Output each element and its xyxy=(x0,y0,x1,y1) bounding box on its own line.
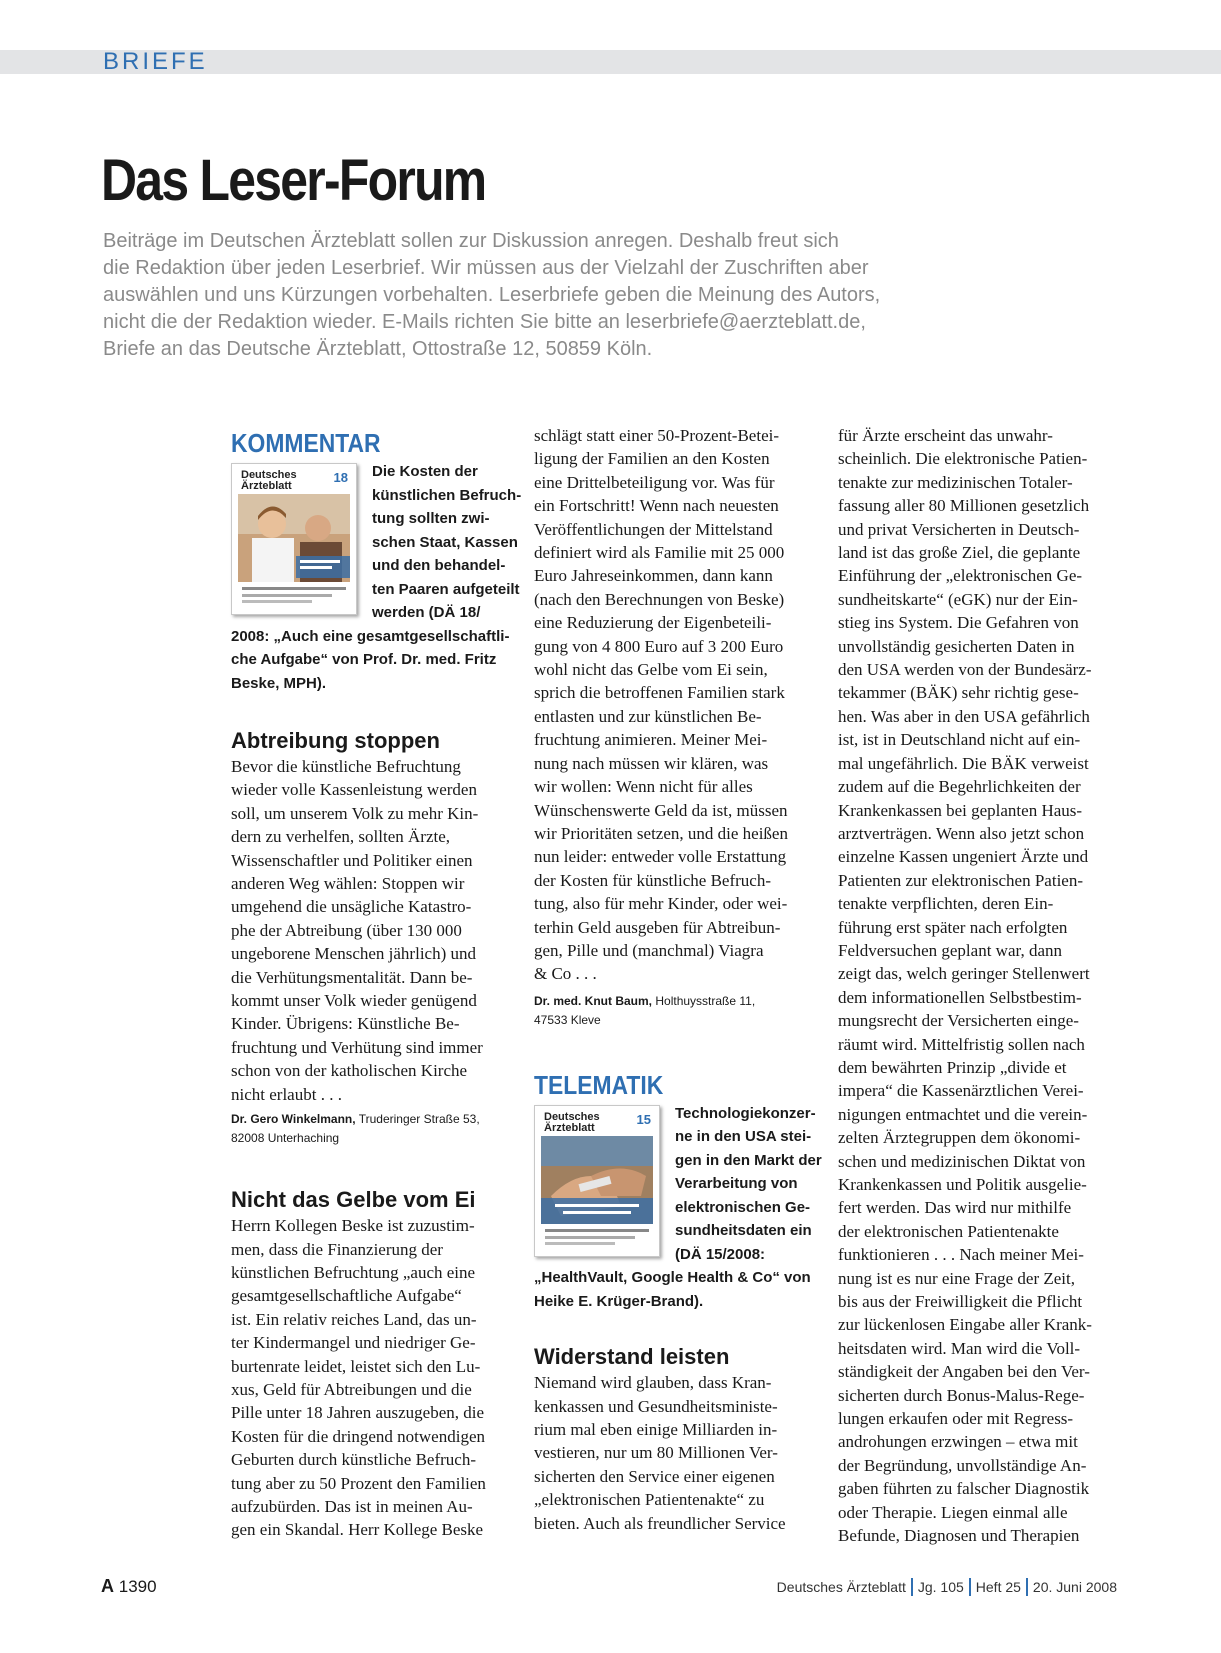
cover-photo-doctors xyxy=(238,494,350,582)
letter-heading-abtreibung: Abtreibung stoppen xyxy=(231,728,440,753)
text-line: fruchtung animieren. Meiner Mei- xyxy=(534,730,768,750)
text-line: kommt unser Volk wieder genügend xyxy=(231,991,477,1011)
cover-caption-line xyxy=(545,1229,649,1232)
text-line: Verarbeitung von xyxy=(675,1175,798,1193)
letter-body-widerstand xyxy=(534,1371,814,1535)
text-line: bis aus der Freiwilligkeit die Pflicht xyxy=(838,1292,1083,1312)
text-line: elektronischen Ge- xyxy=(675,1198,811,1216)
text-line: auswählen und uns Kürzungen vorbehalten. Leserbriefe geben die Meinung des Autors, xyxy=(103,284,881,306)
text-line: Bevor die künstliche Befruchtung xyxy=(231,757,461,776)
text-line: der Kosten für künstliche Befruch- xyxy=(534,870,771,890)
column-2 xyxy=(534,424,822,1535)
text-line: & Co . . . xyxy=(534,964,597,984)
text-line: nicht die der Redaktion wieder. E-Mails richten Sie bitte an leserbriefe@aerzteblatt.de, xyxy=(103,311,866,333)
text-line: künstlichen Befruch- xyxy=(372,486,522,504)
text-line: umgehend die unsägliche Katastro- xyxy=(231,897,472,917)
journal-date: 20. Juni 2008 xyxy=(1032,1579,1117,1595)
text-line: werden (DÄ 18/ xyxy=(372,604,481,621)
text-line: ungeborene Menschen jährlich) und xyxy=(231,944,476,964)
text-line: die Verhütungsmentalität. Dann be- xyxy=(231,967,473,987)
footer-separator xyxy=(911,1578,913,1596)
text-line: unvollständig gesicherten Daten in xyxy=(838,636,1075,656)
cover-photo-hands xyxy=(541,1136,653,1224)
text-line: nung nach müssen wir klären, was xyxy=(534,753,769,773)
text-line: land ist das große Ziel, die geplante xyxy=(838,543,1081,563)
text-line: Herrn Kollegen Beske ist zuzustim- xyxy=(231,1216,475,1236)
column-3 xyxy=(838,424,1118,1548)
magazine-cover-15 xyxy=(534,1105,660,1257)
text-line: wir Prioritäten setzen, und die heißen xyxy=(534,823,788,843)
text-line: sprich die betroffenen Familien stark xyxy=(534,683,785,703)
text-line: Veröffentlichungen der Mittelstand xyxy=(534,519,773,539)
text-line: fruchtung und Verhütung sind immer xyxy=(231,1037,483,1057)
text-line: anderen Weg wählen: Stoppen wir xyxy=(231,874,465,894)
text-line: lungen erkaufen oder mit Regress- xyxy=(838,1409,1074,1429)
text-line: sundheitskarte“ (eGK) nur der Ein- xyxy=(838,589,1078,609)
text-line: dem bewährten Prinzip „divide et xyxy=(838,1057,1067,1077)
intro-paragraph xyxy=(103,228,1023,363)
text-line: mal ungefährlich. Die BÄK verweist xyxy=(838,753,1089,773)
footer-separator xyxy=(1026,1578,1028,1596)
text-line: gung von 4 800 Euro auf 3 200 Euro xyxy=(534,636,784,656)
text-line: eine Reduzierung der Eigenbeteili- xyxy=(534,613,772,633)
page-title: Das Leser-Forum xyxy=(101,148,486,213)
cover-issue-number: 18 xyxy=(333,470,348,485)
journal-volume: Jg. 105 xyxy=(917,1579,964,1595)
text-line: ist, ist in Deutschland nicht auf ein- xyxy=(838,730,1081,750)
cover-title: Deutsches Ärzteblatt xyxy=(241,469,297,492)
text-line: räumt wird. Mittelfristig sollen nach xyxy=(838,1034,1085,1054)
text-line: Briefe an das Deutsche Ärzteblatt, Ottostraße 12, 50859 Köln. xyxy=(103,338,653,360)
text-line: nung ist es nur eine Frage der Zeit, xyxy=(838,1268,1075,1288)
text-line: soll, um unserem Volk zu mehr Kin- xyxy=(231,803,479,823)
cover-caption-line xyxy=(242,594,332,597)
text-line: Feldversuchen geplant war, dann xyxy=(838,940,1063,960)
letter-body-gelbe-vom-ei-continued xyxy=(534,424,814,986)
text-line: nicht erlaubt . . . xyxy=(231,1084,342,1104)
text-line: funktionieren . . . Nach meiner Mei- xyxy=(838,1245,1084,1265)
text-line: und den behandel- xyxy=(372,557,506,574)
text-line: Niemand wird glauben, dass Kran- xyxy=(534,1373,772,1393)
text-line: dern zu verhelfen, sollten Ärzte, xyxy=(231,827,451,847)
text-line: der Begründung, unvollständige An- xyxy=(838,1455,1087,1475)
text-line: rium mal eben einige Milliarden in- xyxy=(534,1420,778,1440)
text-line: zur lückenlosen Eingabe aller Krank- xyxy=(838,1315,1092,1335)
text-line: kenkassen und Gesundheitsministe- xyxy=(534,1396,778,1416)
letter-heading-widerstand: Widerstand leisten xyxy=(534,1344,730,1370)
text-line: ein Fortschritt! Wenn nach neuesten xyxy=(534,496,779,516)
text-line: gaben führten zu falscher Diagnostik xyxy=(838,1479,1090,1499)
text-line: „HealthVault, Google Health & Co“ von xyxy=(534,1269,811,1287)
text-line: xus, Geld für Abtreibungen und die xyxy=(231,1379,472,1399)
letter-body-widerstand-continued xyxy=(838,424,1118,1548)
text-line: ter Kindermangel und niedriger Ge- xyxy=(231,1333,476,1353)
text-line: Beiträge im Deutschen Ärzteblatt sollen zur Diskussion anregen. Deshalb freut sich xyxy=(103,230,839,252)
telematik-kicker: TELEMATIK xyxy=(534,1069,664,1100)
text-line: Heike E. Krüger-Brand). xyxy=(534,1292,704,1310)
text-line: hen. Was aber in den USA gefährlich xyxy=(838,706,1090,726)
text-line: ten Paaren aufgeteilt xyxy=(372,580,520,598)
text-line: Technologiekonzer- xyxy=(675,1104,816,1122)
text-line: Krankenkassen bei geplanten Haus- xyxy=(838,800,1083,820)
text-line: Geburten durch künstliche Befruch- xyxy=(231,1450,476,1470)
text-line: androhungen erzwingen – etwa mit xyxy=(838,1432,1078,1452)
text-line: che Aufgabe“ von Prof. Dr. med. Fritz xyxy=(231,651,497,668)
text-line: schen Staat, Kassen xyxy=(372,533,518,551)
text-line: der elektronischen Patientenakte xyxy=(838,1221,1059,1241)
text-line: ist. Ein relativ reiches Land, das un- xyxy=(231,1309,477,1329)
letter-body-gelbe-vom-ei xyxy=(231,1214,511,1542)
text-line: fert werden. Das wird nur mithilfe xyxy=(838,1198,1072,1218)
text-line: und privat Versicherten in Deutsch- xyxy=(838,519,1080,539)
text-line: (DÄ 15/2008: xyxy=(675,1245,766,1263)
text-line: wohl nicht das Gelbe vom Ei sein, xyxy=(534,660,768,680)
text-line: gen ein Skandal. Herr Kollege Beske xyxy=(231,1520,484,1540)
text-line: Patienten zur elektronischen Patien- xyxy=(838,870,1083,890)
text-line: künstlichen Befruchtung „auch eine xyxy=(231,1262,476,1282)
text-line: zelten Ärztegruppen dem ökonomi- xyxy=(838,1128,1081,1148)
cover-issue-number: 15 xyxy=(636,1111,651,1127)
text-line: oder Therapie. Liegen einmal alle xyxy=(838,1502,1068,1522)
text-line: einzelne Kassen ungeniert Ärzte und xyxy=(838,847,1089,867)
kommentar-kicker: KOMMENTAR xyxy=(231,428,381,458)
text-line: mungsrecht der Versicherten einge- xyxy=(838,1011,1079,1031)
text-line: die Redaktion über jeden Leserbrief. Wir müssen aus der Vielzahl der Zuschriften aber xyxy=(103,257,869,279)
page-folio: A 1390 xyxy=(101,1576,157,1596)
text-line: sicherten den Service einer eigenen xyxy=(534,1466,775,1486)
text-line: gen in den Markt der xyxy=(675,1151,822,1169)
text-line: fassung aller 80 Millionen gesetzlich xyxy=(838,496,1090,516)
section-label: BRIEFE xyxy=(103,48,208,75)
text-line: Wünschenswerte Geld da ist, müssen xyxy=(534,800,788,820)
text-line: tung aber zu 50 Prozent den Familien xyxy=(231,1473,486,1493)
text-line: nun leider: entweder volle Erstattung xyxy=(534,847,787,867)
journal-issue: Heft 25 xyxy=(975,1579,1021,1595)
text-line: Krankenkassen und Politik ausgelie- xyxy=(838,1175,1087,1194)
letter-body-abtreibung xyxy=(231,755,511,1106)
text-line: zudem auf die Begehrlichkeiten der xyxy=(838,777,1081,797)
text-line: burtenrate leidet, leistet sich den Lu- xyxy=(231,1356,481,1376)
letter-signature: Dr. Gero Winkelmann, Truderinger Straße 53, 82008 Unterhaching xyxy=(231,1112,480,1146)
text-line: führung erst später nach erfolgten xyxy=(838,917,1068,937)
letter-heading-gelbe-vom-ei: Nicht das Gelbe vom Ei xyxy=(231,1187,476,1213)
text-line: ligung der Familien an den Kosten xyxy=(534,449,770,469)
text-line: schon von der katholischen Kirche xyxy=(231,1061,468,1081)
text-line: tekammer (BÄK) sehr richtig gese- xyxy=(838,683,1079,703)
journal-footer xyxy=(777,1578,1117,1596)
text-line: Kosten für die dringend notwendigen xyxy=(231,1426,485,1446)
text-line: sundheitsdaten ein xyxy=(675,1222,812,1240)
text-line: aufzubürden. Das ist in meinen Au- xyxy=(231,1496,473,1516)
text-line: (nach den Berechnungen von Beske) xyxy=(534,589,785,609)
text-line: terhin Geld ausgeben für Abtreibun- xyxy=(534,917,781,937)
text-line: phe der Abtreibung (über 130 000 xyxy=(231,920,462,940)
text-line: sicherten durch Bonus-Malus-Rege- xyxy=(838,1385,1085,1405)
journal-name: Deutsches Ärzteblatt xyxy=(776,1579,906,1595)
cover-caption-line xyxy=(545,1242,615,1245)
text-line: „elektronischen Patientenakte“ zu xyxy=(534,1490,765,1510)
text-line: schen und medizinischen Diktat von xyxy=(838,1151,1086,1171)
text-line: definiert wird als Familie mit 25 000 xyxy=(534,543,785,563)
text-line: ständigkeit der Angaben bei den Ver- xyxy=(838,1362,1090,1382)
cover-title: Deutsches Ärzteblatt xyxy=(544,1110,600,1134)
text-line: gen, Pille und (manchmal) Viagra xyxy=(534,940,764,960)
text-line: entlasten und zur künstlichen Be- xyxy=(534,706,762,726)
cover-caption-line xyxy=(545,1236,635,1239)
text-line: Kinder. Übrigens: Künstliche Be- xyxy=(231,1014,460,1034)
cover-caption-line xyxy=(242,587,346,590)
text-line: wir wollen: Wenn nicht für alles xyxy=(534,777,753,797)
text-line: schlägt statt einer 50-Prozent-Betei- xyxy=(534,426,779,445)
text-line: den USA werden von der Bundesärz- xyxy=(838,660,1092,680)
text-line: Beske, MPH). xyxy=(231,674,327,692)
cover-caption-line xyxy=(242,600,312,603)
text-line: gesamtgesellschaftliche Aufgabe“ xyxy=(231,1286,462,1306)
text-line: tung sollten zwi- xyxy=(372,510,490,527)
text-line: Die Kosten der xyxy=(372,463,478,480)
text-line: tenakte zur medizinischen Totaler- xyxy=(838,472,1073,492)
text-line: für Ärzte erscheint das unwahr- xyxy=(838,426,1053,445)
text-line: arztverträgen. Wenn also jetzt schon xyxy=(838,823,1085,843)
text-line: impera“ die Kassenärztlichen Verei- xyxy=(838,1081,1084,1101)
text-line: bieten. Auch als freundlicher Service xyxy=(534,1513,786,1533)
column-1 xyxy=(231,428,522,1542)
text-line: tung, also für mehr Kinder, oder wei- xyxy=(534,894,788,914)
text-line: stieg ins System. Die Gefahren von xyxy=(838,613,1079,633)
text-line: Befunde, Diagnosen und Therapien xyxy=(838,1526,1080,1546)
text-line: men, dass die Finanzierung der xyxy=(231,1239,443,1259)
text-line: Euro Jahreseinkommen, dann kann xyxy=(534,566,773,586)
text-line: eine Drittelbeteiligung vor. Was für xyxy=(534,472,775,492)
letter-signature: Dr. med. Knut Baum, Holthuysstraße 11, 47533 Kleve xyxy=(534,993,756,1027)
magazine-cover-18 xyxy=(231,463,357,615)
text-line: Einführung der „elektronischen Ge- xyxy=(838,566,1083,586)
text-line: scheinlich. Die elektronische Patien- xyxy=(838,449,1088,469)
text-line: nigungen entmachtet und die verein- xyxy=(838,1104,1088,1124)
text-line: vestieren, nur um 80 Millionen Ver- xyxy=(534,1443,778,1463)
footer-separator xyxy=(969,1578,971,1596)
text-line: dem informationellen Selbstbestim- xyxy=(838,987,1082,1007)
text-line: heitsdaten wird. Man wird die Voll- xyxy=(838,1338,1081,1358)
text-line: Wissenschaftler und Politiker einen xyxy=(231,850,473,870)
text-line: tenakte verpflichten, deren Ein- xyxy=(838,894,1054,914)
text-line: wieder volle Kassenleistung werden xyxy=(231,780,477,800)
text-line: ne in den USA stei- xyxy=(675,1128,812,1146)
text-line: Pille unter 18 Jahren auszugeben, die xyxy=(231,1403,485,1423)
text-line: zeigt das, welch geringer Stellenwert xyxy=(838,964,1090,984)
text-line: 2008: „Auch eine gesamtgesellschaftli- xyxy=(231,627,510,645)
